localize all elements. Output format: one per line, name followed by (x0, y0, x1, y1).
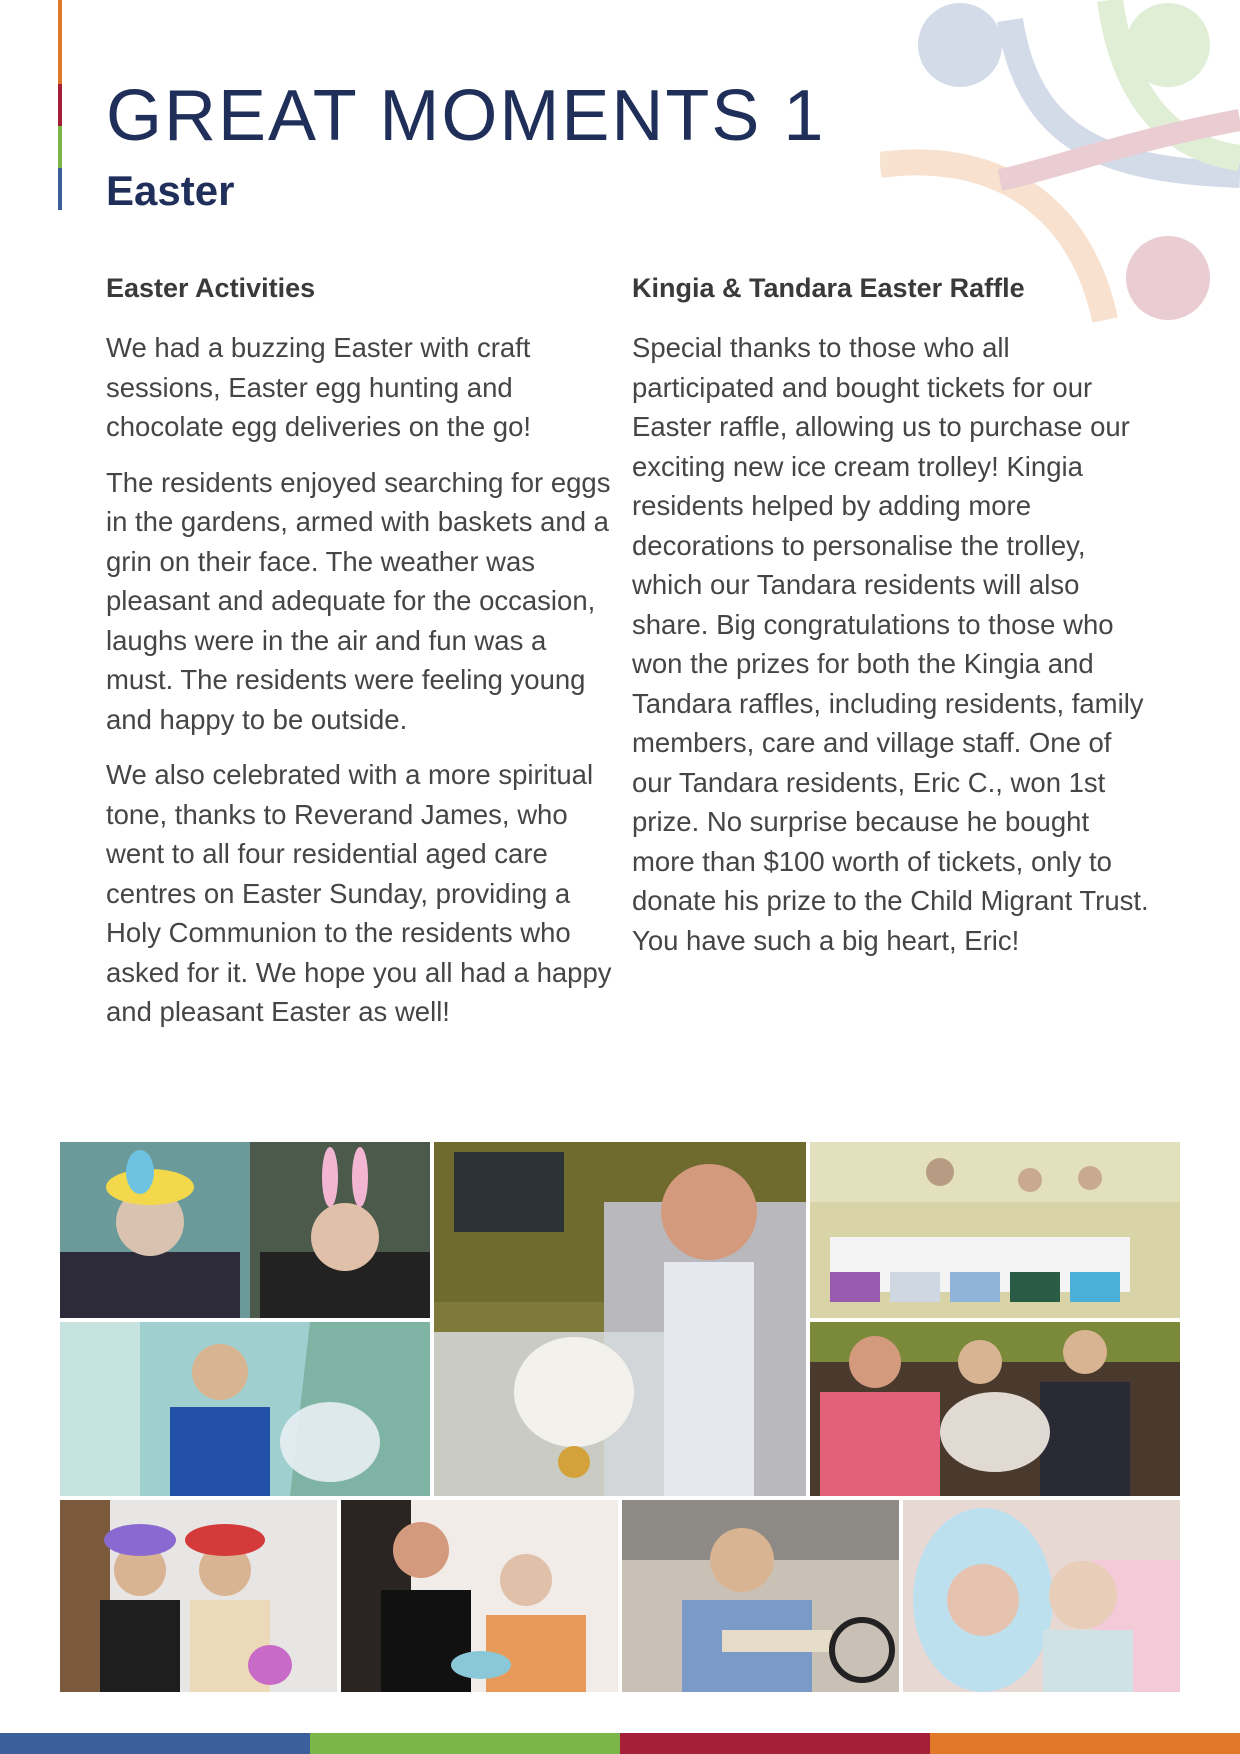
accent-bar-blue (58, 168, 62, 210)
photo-residents-bunny-hats (60, 1142, 430, 1318)
photo-selfie-bunny-ears (903, 1500, 1180, 1692)
easter-raffle-column (632, 268, 1152, 976)
easter-activities-heading: Easter Activities (106, 273, 316, 303)
photo-ladies-easter-bonnets (60, 1500, 337, 1692)
easter-raffle-heading: Kingia & Tandara Easter Raffle (632, 273, 1025, 303)
accent-bar-green (58, 126, 62, 168)
accent-bar-crimson (58, 84, 62, 126)
footer-band-crimson (620, 1733, 930, 1754)
paragraph: Special thanks to those who all participated and bought tickets for our Easter raffle, allowing us to purchase our exciting new ice cream trolley! Kingia residents helped by adding more decorations to personalise the trolley, which our Tandara residents will also share. Big congratulations to those who won the prizes for both the Kingia and Tandara raffles, including residents, family members, care and village staff. One of our Tandara residents, Eric C., won 1st prize. No surprise because he bought more than $100 worth of tickets, only to donate his prize to the Child Migrant Trust. You have such a big heart, Eric! (632, 332, 1149, 956)
photo-residents-with-prize (810, 1322, 1180, 1496)
accent-bar-orange (58, 0, 62, 84)
easter-activities-column (106, 268, 616, 1048)
paragraph: The residents enjoyed searching for eggs in the gardens, armed with baskets and a grin on their face. The weather was pleasant and adequate for the occasion, laughs were in the air and fun was a must. The residents were feeling young and happy to be outside. (106, 466, 611, 735)
photo-staff-and-resident-craft (341, 1500, 618, 1692)
photo-resident-painting (622, 1500, 899, 1692)
photo-easter-craft-table (810, 1142, 1180, 1318)
footer-band-blue (0, 1733, 310, 1754)
photo-eric-raffle-winner (434, 1142, 806, 1496)
photo-collage (60, 1142, 1180, 1692)
page-subtitle: Easter (106, 167, 235, 214)
page-title: GREAT MOMENTS 1 (106, 76, 826, 156)
footer-band-orange (930, 1733, 1240, 1754)
photo-staff-with-basket (60, 1322, 430, 1496)
paragraph: We also celebrated with a more spiritual tone, thanks to Reverand James, who went to all four residential aged care centres on Easter Sunday, providing a Holy Communion to the residents who asked for it. We hope you all had a happy and pleasant Easter as well! (106, 759, 612, 1027)
paragraph: We had a buzzing Easter with craft sessions, Easter egg hunting and chocolate egg deliveries on the go! (106, 332, 532, 442)
footer-color-band (0, 1733, 1240, 1754)
footer-band-green (310, 1733, 620, 1754)
